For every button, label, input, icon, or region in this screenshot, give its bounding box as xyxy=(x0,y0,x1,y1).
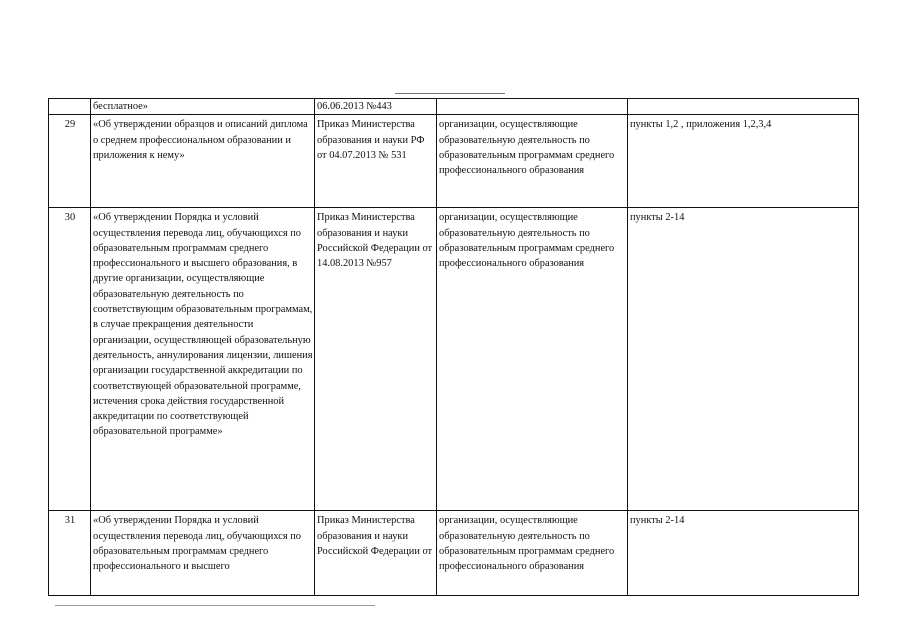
table-row xyxy=(49,208,859,511)
row-number-cell: 30 xyxy=(49,208,91,511)
applies-to-cell: организации, осуществляющие образовательную деятельность по образовательным программам среднего профессионального образования xyxy=(437,115,628,208)
document-cell: 06.06.2013 №443 xyxy=(315,99,437,115)
regulations-table xyxy=(48,98,859,596)
points-cell: пункты 2-14 xyxy=(628,208,859,511)
row-number-cell: 31 xyxy=(49,511,91,596)
table-row xyxy=(49,99,859,115)
act-name-cell: бесплатное» xyxy=(91,99,315,115)
act-name-cell: «Об утверждении Порядка и условий осуществления перевода лиц, обучающихся по образовательным программам среднего профессионального и высшего xyxy=(91,511,315,596)
scan-line-top xyxy=(395,93,505,94)
applies-to-cell: организации, осуществляющие образовательную деятельность по образовательным программам среднего профессионального образования xyxy=(437,511,628,596)
act-name-cell: «Об утверждении образцов и описаний диплома о среднем профессиональном образовании и приложения к нему» xyxy=(91,115,315,208)
points-cell xyxy=(628,99,859,115)
document-cell: Приказ Министерства образования и науки Российской Федерации от xyxy=(315,511,437,596)
row-number-cell xyxy=(49,99,91,115)
document-cell: Приказ Министерства образования и науки РФ от 04.07.2013 № 531 xyxy=(315,115,437,208)
row-number-cell: 29 xyxy=(49,115,91,208)
table-row xyxy=(49,115,859,208)
scan-line-bottom xyxy=(55,605,375,606)
applies-to-cell xyxy=(437,99,628,115)
table-row xyxy=(49,511,859,596)
act-name-cell: «Об утверждении Порядка и условий осуществления перевода лиц, обучающихся по образовательным программам среднего профессионального и высшего образования, в другие организации, осуществляющие образовательную деятельность по соответствующим образовательным программам, в случае прекращения деятельности организации, осуществляющей образовательную деятельность, аннулирования лицензии, лишения организации государственной аккредитации по соответствующей образовательной программе, истечения срока действия государственной аккредитации по соответствующей образовательной программе» xyxy=(91,208,315,511)
points-cell: пункты 2-14 xyxy=(628,511,859,596)
document-cell: Приказ Министерства образования и науки Российской Федерации от 14.08.2013 №957 xyxy=(315,208,437,511)
points-cell: пункты 1,2 , приложения 1,2,3,4 xyxy=(628,115,859,208)
applies-to-cell: организации, осуществляющие образовательную деятельность по образовательным программам среднего профессионального образования xyxy=(437,208,628,511)
